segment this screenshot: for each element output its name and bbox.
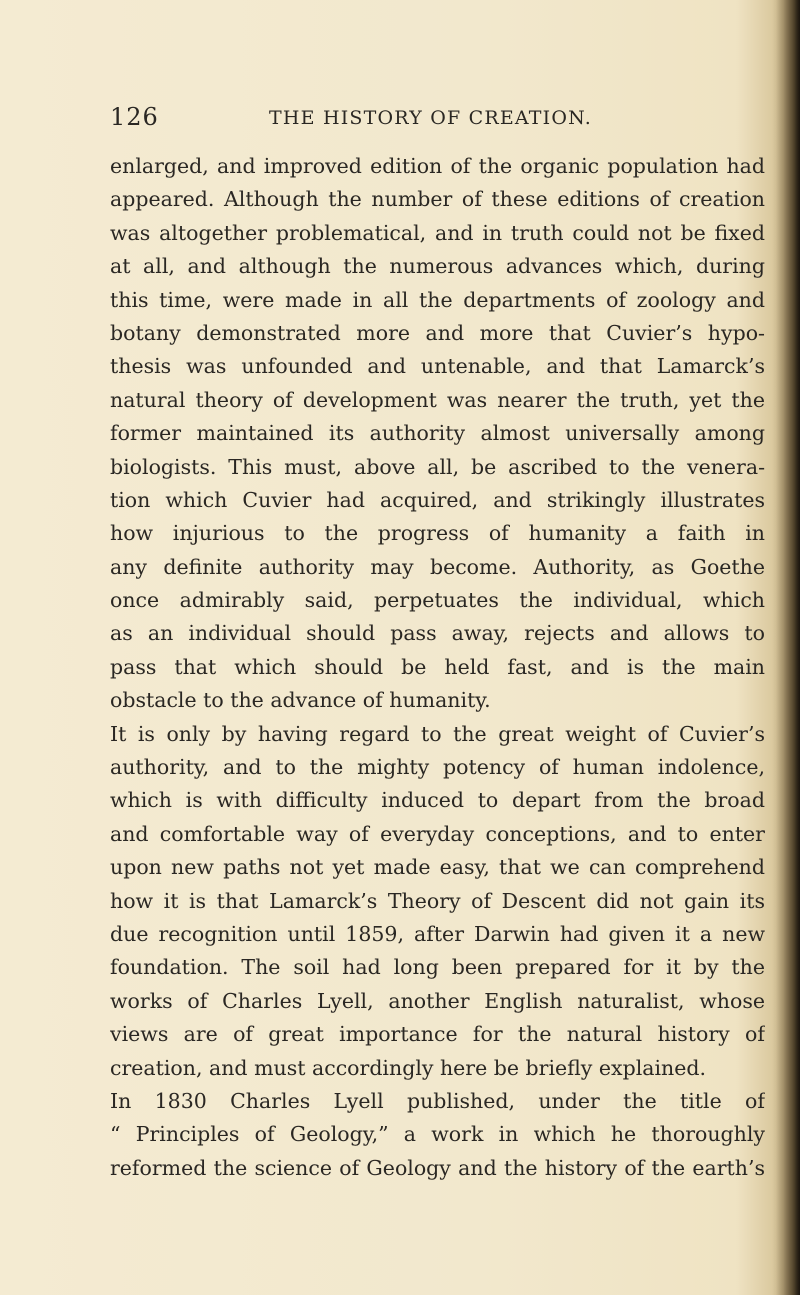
text-line: thesis was unfounded and untenable, and that Lamarck’s [110,354,765,379]
text-line: natural theory of development was nearer the truth, yet the [110,387,765,412]
text-line: how injurious to the progress of humanity a faith in [110,521,765,546]
text-line: botany demonstrated more and more that Cuvier’s hypo- [110,320,765,345]
text-line: reformed the science of Geology and the history of the earth’s [110,1155,765,1180]
text-line: at all, and although the numerous advances which, during [110,254,765,279]
text-line: once admirably said, perpetuates the individual, which [110,588,765,613]
text-line: authority, and to the mighty potency of human indolence, [110,755,765,780]
text-line: works of Charles Lyell, another English naturalist, whose [110,988,765,1013]
page-header [110,103,770,139]
text-line-paragraph-end: obstacle to the advance of humanity. [110,688,491,713]
text-line: appeared. Although the number of these editions of creation [110,187,765,212]
text-line-paragraph-end: creation, and must accordingly here be briefly explained. [110,1055,707,1080]
text-line: biologists. This must, above all, be ascribed to the venera- [110,454,765,479]
text-line: was altogether problematical, and in truth could not be fixed [110,220,765,245]
text-line: former maintained its authority almost universally among [110,421,765,446]
text-line: “ Principles of Geology,” a work in which he thoroughly [110,1122,765,1147]
text-line: any definite authority may become. Authority, as Goethe [110,554,765,579]
running-head: THE HISTORY OF CREATION. [269,107,592,129]
text-line: views are of great importance for the natural history of [110,1022,765,1047]
text-line: how it is that Lamarck’s Theory of Descent did not gain its [110,888,765,913]
text-line: tion which Cuvier had acquired, and strikingly illustrates [110,487,765,512]
text-line: this time, were made in all the departments of zoology and [110,287,765,312]
body-text [110,150,765,1185]
text-line: foundation. The soil had long been prepared for it by the [110,955,765,980]
text-line: enlarged, and improved edition of the organic population had [110,154,765,178]
text-line: It is only by having regard to the great weight of Cuvier’s [110,721,765,746]
text-line: due recognition until 1859, after Darwin had given it a new [110,921,765,946]
text-line: and comfortable way of everyday conceptions, and to enter [110,821,765,846]
text-line: upon new paths not yet made easy, that we can comprehend [110,855,765,880]
page-edge-shadow [772,0,800,1295]
text-line: which is with difficulty induced to depart from the broad [110,788,765,813]
text-line: pass that which should be held fast, and is the main [110,654,765,679]
page-number: 126 [110,103,159,131]
text-line: as an individual should pass away, rejects and allows to [110,621,765,646]
text-line: In 1830 Charles Lyell published, under the title of [110,1088,765,1113]
